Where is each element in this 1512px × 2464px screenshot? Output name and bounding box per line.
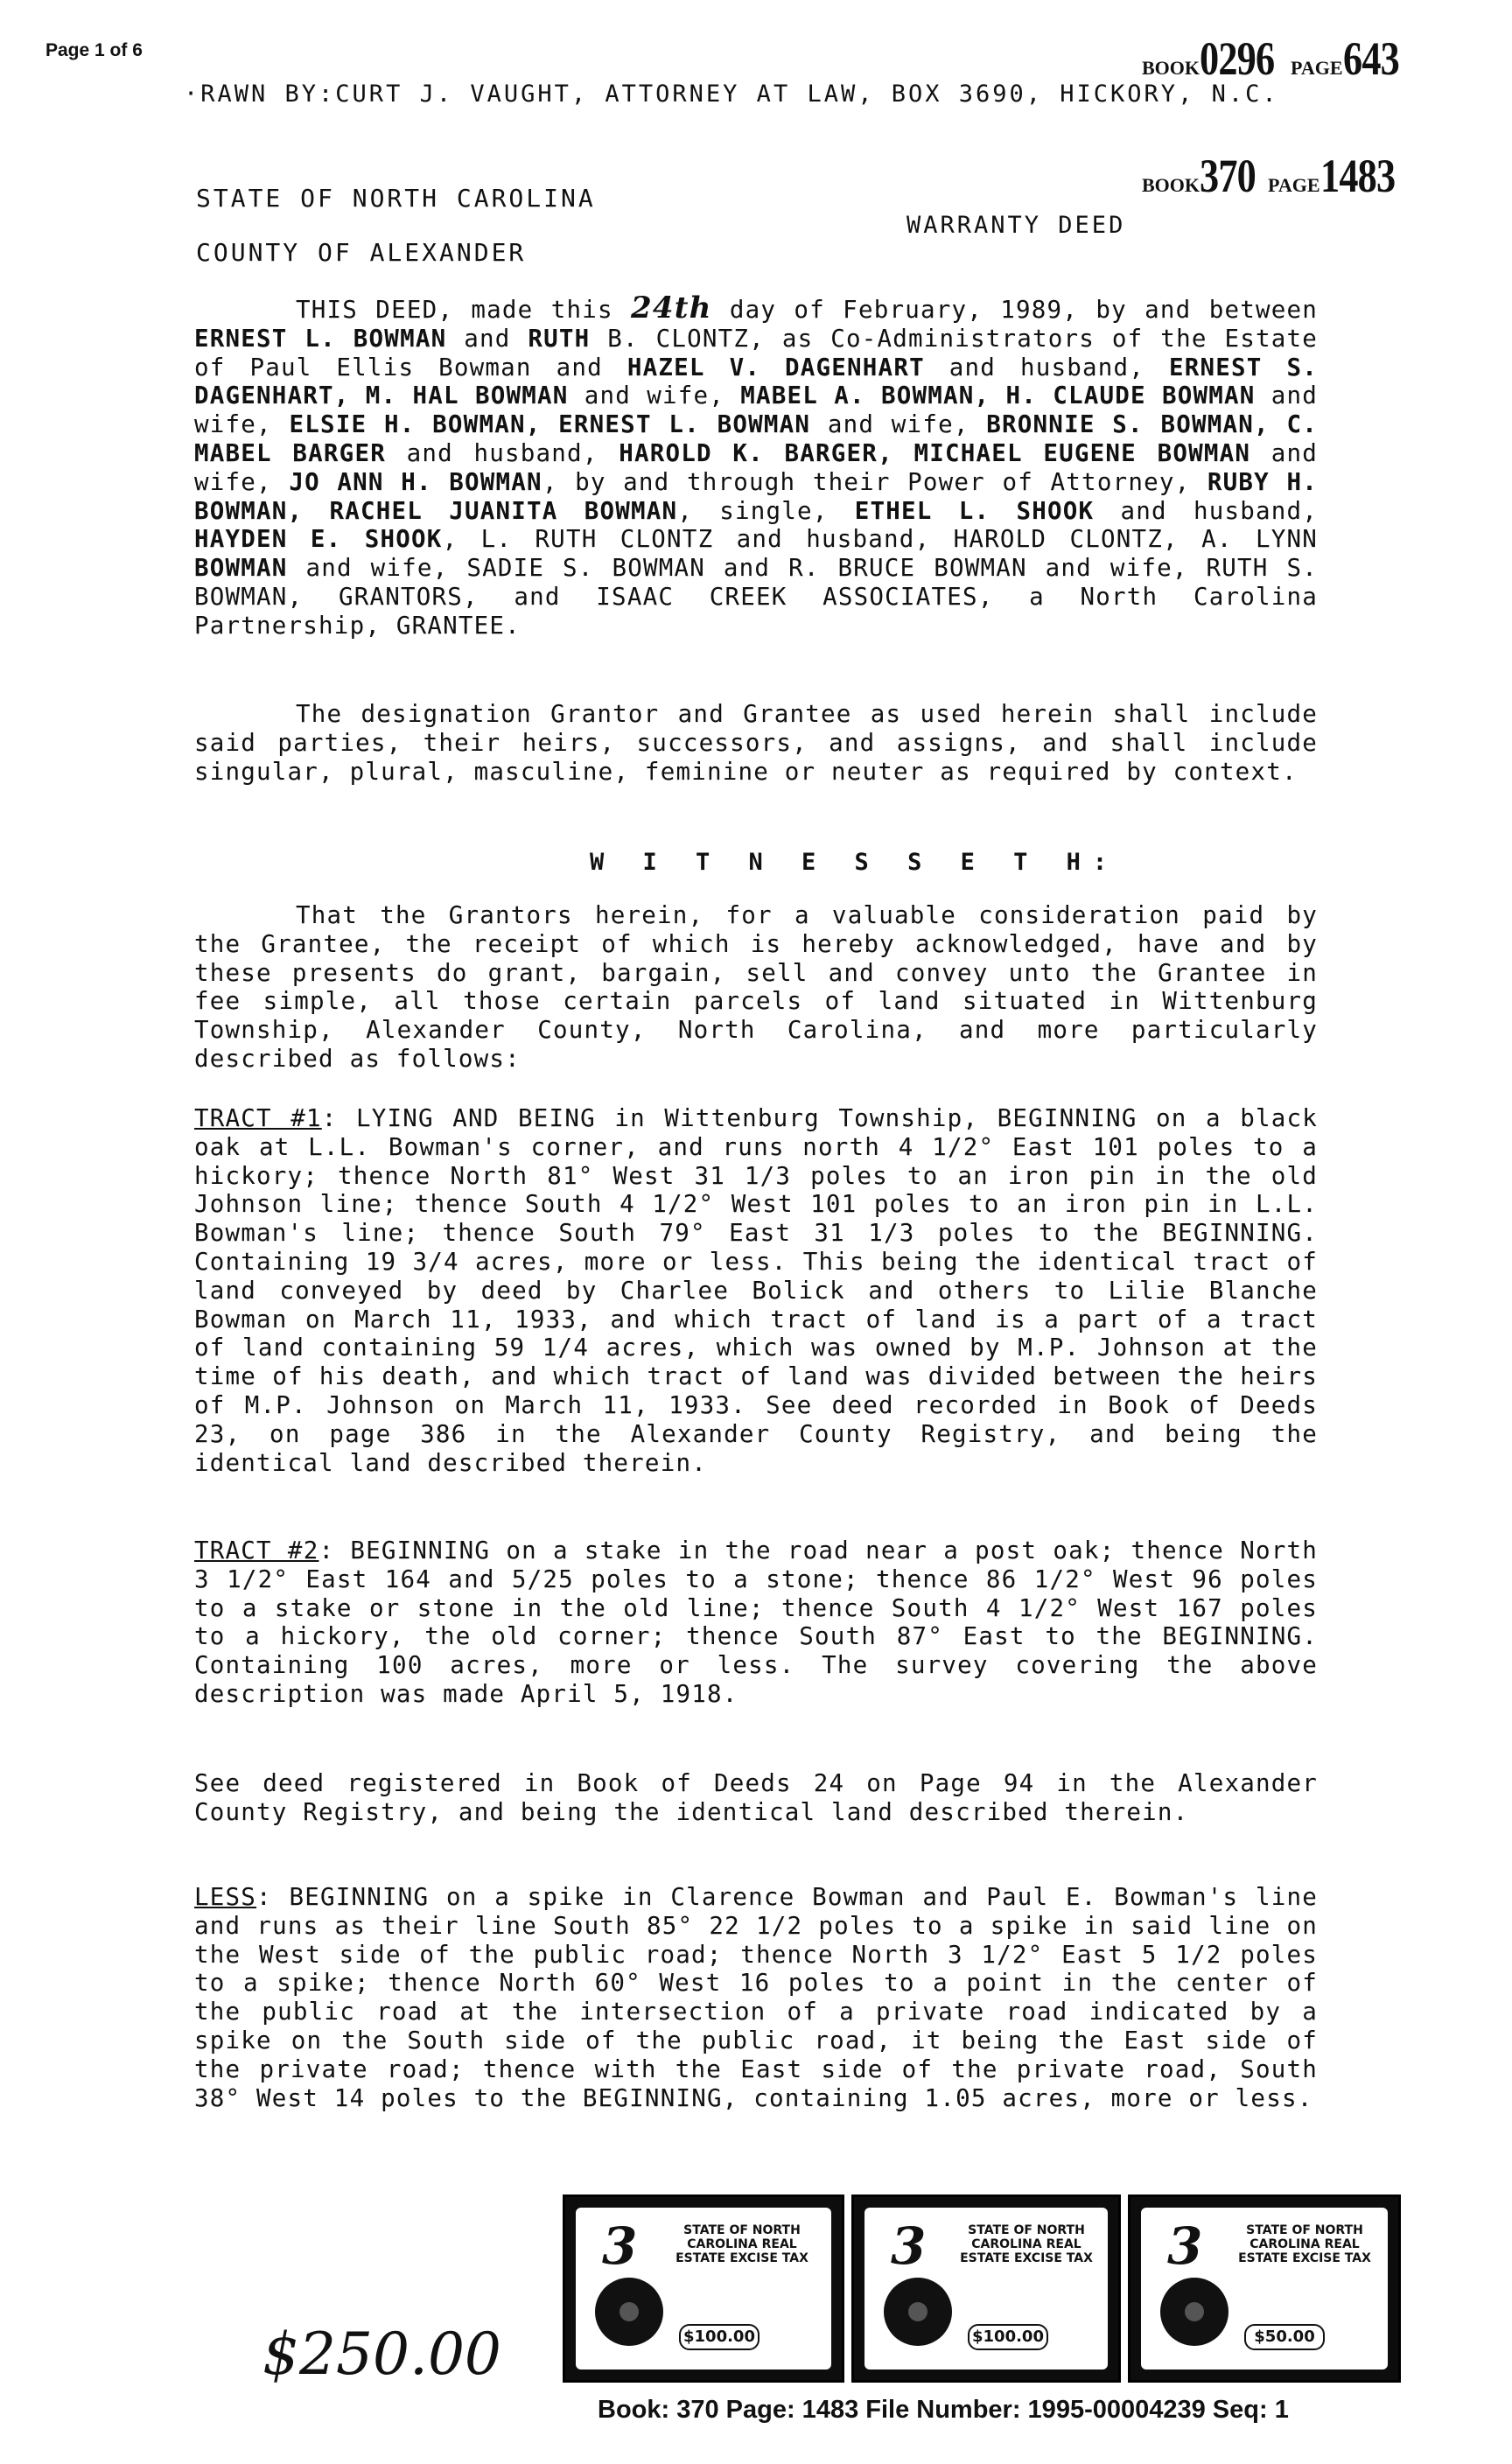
less-paragraph [194,1883,1318,2112]
handwritten-day: 24th [631,290,712,326]
opening-paragraph [194,290,1319,640]
less-label: LESS [194,1883,257,1911]
page-number: 643 [1342,32,1399,85]
book-number: 0296 [1200,32,1275,85]
page-number: 1483 [1320,150,1395,202]
opening-text: , by and through their Power of Attorney, [542,467,1208,496]
handwritten-amount: $250.00 [262,2320,501,2388]
opening-text: B. CLONTZ, as Co-Administrators of the Estate of Paul Ellis Bowman and [194,324,1318,382]
opening-text: and husband, [1094,496,1318,525]
tract-1-text: : LYING AND BEING in Wittenburg Township, BEGINNING on a black oak at L.L. Bowman's corner, and runs north 4 1/2° East 101 poles to a hickory; thence North 81° West 31 1/3 poles to an iron pin in the old Johnson line; thence South 4 1/2° West 101 poles to an iron pin in L.L. Bowman's line; thence South 79° East 31 1/3 poles to the BEGINNING. Containing 19 3/4 acres, more or less. This being the identical tract of land conveyed by deed by Charlee Bolick and others to Lilie Blanche Bowman on March 11, 1933, and which tract of land is a part of a tract of land containing 59 1/4 acres, which was owned by M.P. Johnson at the time of his death, and which tract of land was divided between the heirs of M.P. Johnson on March 11, 1933. See deed recorded in Book of Deeds 23, on page 386 in the Alexander County Registry, and being the identical land described therein. [194,1104,1318,1477]
stamp-face [1141,2208,1388,2370]
excise-tax-stamps [563,2194,1451,2391]
book-word: BOOK [1142,174,1200,196]
stamp-text: STATE OF NORTH CAROLINA REAL ESTATE EXCISE TAX [676,2223,808,2265]
stamp-seal-icon [884,2278,952,2346]
party-name: HAYDEN E. SHOOK [194,525,443,554]
tract-2-paragraph [194,1536,1318,1709]
stamp-amount: $100.00 [679,2324,760,2350]
opening-text: and wife, [568,382,741,410]
party-name: BRONNIE S. BOWMAN, C. MABEL BARGER [194,410,1318,467]
state-caption: STATE OF NORTH CAROLINA [196,184,596,213]
stamp-seal-icon [1160,2278,1228,2346]
stamp-scrawl: 3 [602,2216,638,2276]
stamp-text: STATE OF NORTH CAROLINA REAL ESTATE EXCISE TAX [960,2223,1093,2265]
tract-1-label: TRACT #1 [194,1104,322,1132]
see-deed-paragraph [194,1769,1318,1827]
party-name: RUBY H. BOWMAN, RACHEL JUANITA BOWMAN [194,467,1318,525]
party-name: ERNEST L. BOWMAN [194,324,447,353]
book-word: BOOK [1142,57,1200,79]
book-page-reference-1 [1142,32,1411,86]
page-word: PAGE [1291,57,1343,79]
page-word: PAGE [1268,174,1320,196]
stamp-amount: $100.00 [968,2324,1048,2350]
party-name: HAROLD K. BARGER, MICHAEL EUGENE BOWMAN [619,438,1251,467]
party-name: JO ANN H. BOWMAN [289,467,542,496]
witnesseth-heading: W I T N E S S E T H: [590,849,1120,876]
stamp-scrawl: 3 [891,2216,927,2276]
conveyance-paragraph [194,901,1318,1074]
stamp-text: STATE OF NORTH CAROLINA REAL ESTATE EXCISE TAX [1238,2223,1371,2265]
designation-paragraph [194,700,1318,786]
party-name: RUTH [528,324,591,353]
opening-text: and wife, [194,438,1319,496]
excise-stamp [563,2194,844,2383]
designation-text: The designation Grantor and Grantee as used herein shall include said parties, their heirs, successors, and assigns, and shall include singular, plural, masculine, feminine or neuter as required by context. [194,700,1318,786]
opening-text: and husband, [924,353,1169,382]
book-page-reference-2 [1142,149,1411,203]
party-name: ERNEST S. DAGENHART, M. HAL BOWMAN [194,353,1318,410]
county-caption: COUNTY OF ALEXANDER [196,238,527,267]
opening-text: , L. RUTH CLONTZ and husband, HAROLD CLONTZ, A. LYNN [442,525,1318,554]
stamp-scrawl: 3 [1167,2216,1203,2276]
opening-text: and wife, SADIE S. BOWMAN and R. BRUCE BOWMAN and wife, RUTH S. BOWMAN, GRANTORS, and ISAAC CREEK ASSOCIATES, a North Carolina Partnership, GRANTEE. [194,554,1318,640]
opening-text: and wife, [810,410,987,439]
opening-text: and [446,324,528,353]
tract-1-paragraph [194,1104,1318,1477]
party-name: ELSIE H. BOWMAN, ERNEST L. BOWMAN [289,410,811,439]
see-deed-text: See deed registered in Book of Deeds 24 on Page 94 in the Alexander County Registry, and being the identical land described therein. [194,1769,1318,1826]
page-label: Page 1 of 6 [46,40,143,60]
party-name: ETHEL L. SHOOK [854,496,1095,525]
conveyance-text: That the Grantors herein, for a valuable consideration paid by the Grantee, the receipt of which is hereby acknowledged, have and by these presents do grant, bargain, sell and convey unto the Grantee in fee simple, all those certain parcels of land situated in Wittenburg Township, Alexander County, North Carolina, and more particularly described as follows: [194,901,1318,1073]
stamp-seal-icon [595,2278,663,2346]
less-text: : BEGINNING on a spike in Clarence Bowman and Paul E. Bowman's line and runs as their line South 85° 22 1/2 poles to a spike in said line on the West side of the public road; thence North 3 1/2° East 5 1/2 poles to a spike; thence North 60° West 16 poles to a point in the center of the public road at the intersection of a private road indicated by a spike on the South side of the public road, it being the East side of the private road; thence with the East side of the private road, South 38° West 14 poles to the BEGINNING, containing 1.05 acres, more or less. [194,1883,1318,2112]
stamp-face [576,2208,831,2370]
drawn-by-line: ·RAWN BY:CURT J. VAUGHT, ATTORNEY AT LAW, BOX 3690, HICKORY, N.C. [184,80,1279,108]
excise-stamp [1128,2194,1401,2383]
opening-text: day of February, 1989, by and between [711,296,1318,324]
opening-text: THIS DEED, made this [296,296,631,324]
tract-2-label: TRACT #2 [194,1536,319,1564]
stamp-amount: $50.00 [1244,2324,1325,2350]
opening-text: and husband, [385,438,620,467]
stamp-face [864,2208,1108,2370]
tract-2-text: : BEGINNING on a stake in the road near a post oak; thence North 3 1/2° East 164 and 5/25 poles to a stone; thence 86 1/2° West 96 poles to a stake or stone in the old line; thence South 4 1/2° West 167 poles to a hickory, the old corner; thence South 87° East to the BEGINNING. Containing 100 acres, more or less. The survey covering the above description was made April 5, 1918. [194,1536,1318,1708]
party-name: MABEL A. BOWMAN, H. CLAUDE BOWMAN [740,382,1256,410]
recording-footer: Book: 370 Page: 1483 File Number: 1995-00004239 Seq: 1 [598,2396,1289,2424]
book-number: 370 [1200,150,1256,202]
party-name: HAZEL V. DAGENHART [626,353,925,382]
document-title: WARRANTY DEED [906,212,1126,239]
excise-stamp [851,2194,1121,2383]
opening-text: and wife, [194,382,1319,439]
party-name: BOWMAN [194,554,288,583]
opening-text: , single, [677,496,855,525]
